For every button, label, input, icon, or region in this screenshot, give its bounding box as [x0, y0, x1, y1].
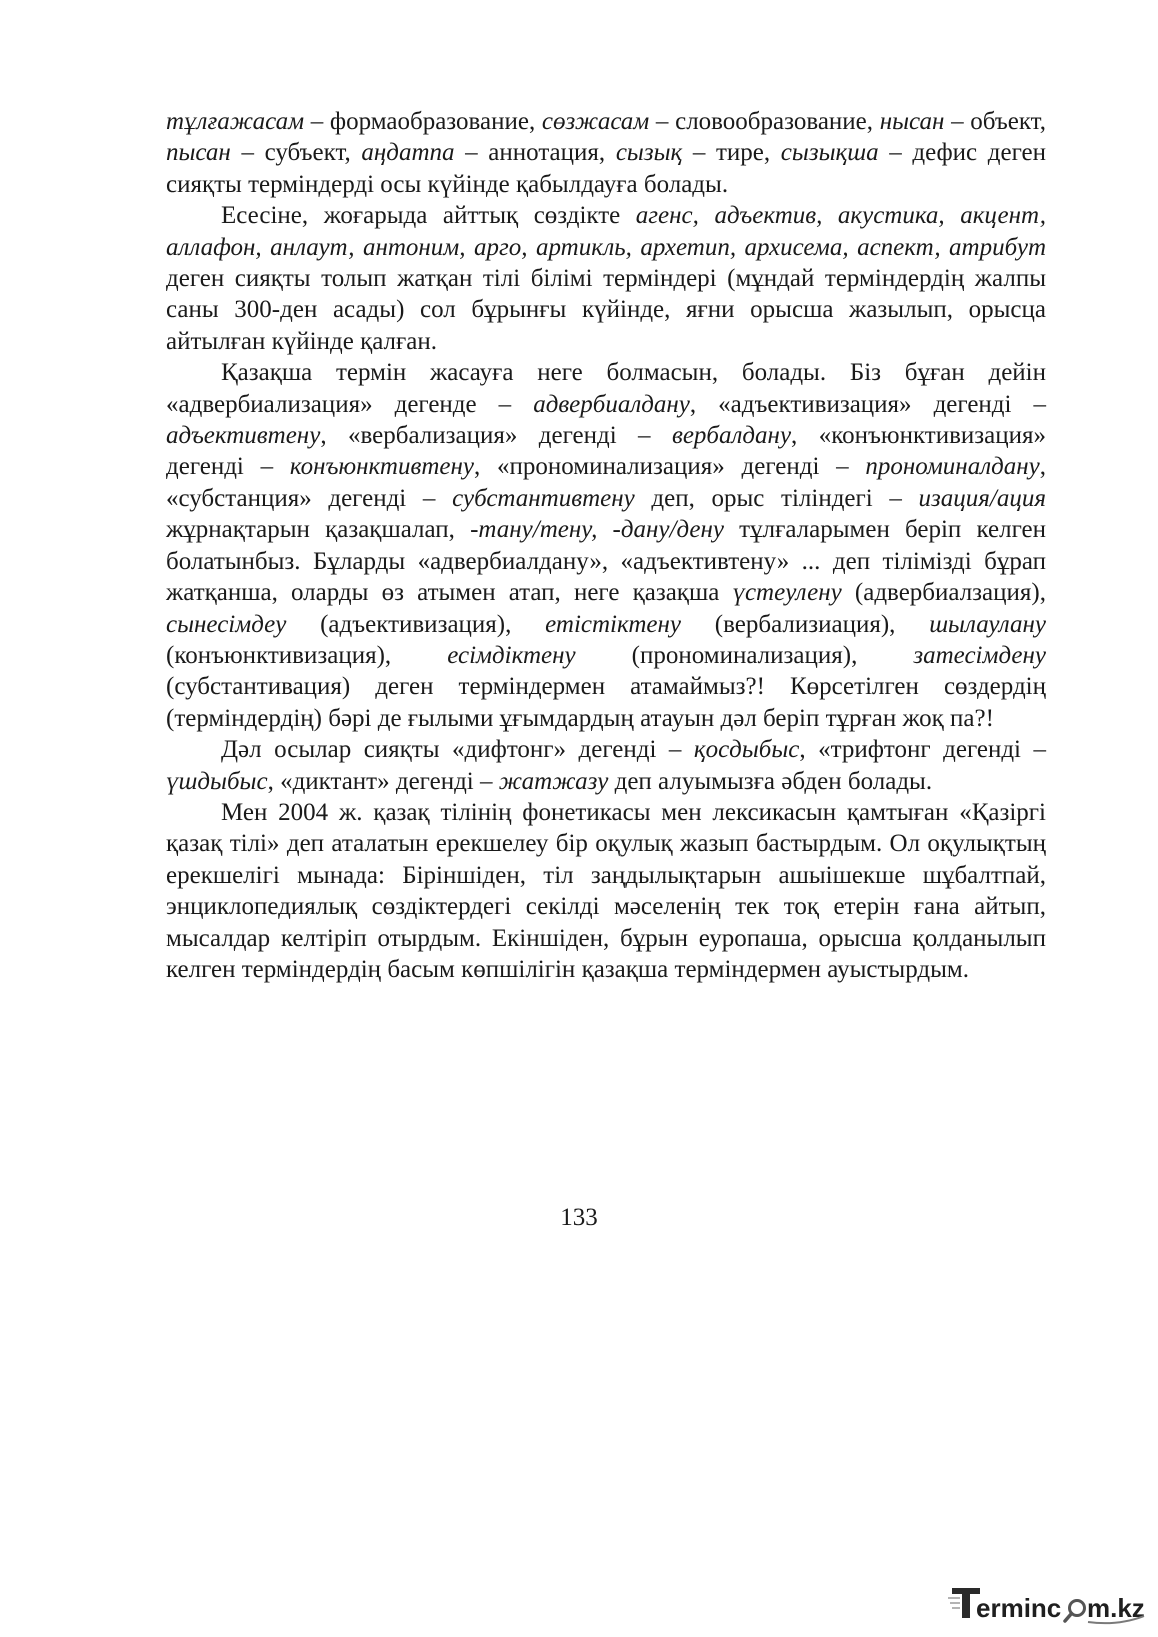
text-run: – тире,	[682, 139, 781, 167]
text-run: деп, орыс тіліндегі –	[634, 484, 919, 512]
text-run: , «прономинализация» дегенді –	[473, 453, 866, 481]
page-number: 133	[560, 1204, 598, 1231]
italic-term: тұлғажасам	[166, 108, 305, 135]
italic-term: етістіктену	[545, 610, 682, 638]
text-run: жұрнақтарын қазақшалап,	[166, 516, 471, 544]
italic-term: вербалдану	[671, 422, 792, 450]
text-run: Есесіне, жоғарыда айттық сөздікте	[221, 202, 636, 230]
text-run: (прономинализация),	[575, 641, 914, 669]
italic-term: изация/ация	[918, 484, 1046, 512]
text-run: (адвербиалзация),	[841, 579, 1046, 607]
watermark-text-mid: erminc	[976, 1593, 1062, 1623]
text-run: – формаобразование,	[304, 108, 542, 135]
text-run: Дәл осылар сияқты «дифтонг» дегенді –	[221, 736, 694, 764]
text-run: Мен 2004 ж. қазақ тілінің фонетикасы мен лексикасын қамтыған «Қазіргі қазақ тілі» деп аталатын ерекшелеу бір оқулық жазып бастырдым. Ол оқулықтың ерекшелігі мынада: Біріншіден, тіл заңдылықтарын ашыішекше шұбалтпай, энциклопедиялық сөздіктердегі секілді мәселенің тек тоқ етерін ғана айтып, мысалдар келтіріп отырдым. Екіншіден, бұрын еуропаша, орысша қолданылып келген терміндердің басым көпшілігін қазақша терміндермен ауыстырдым.	[166, 798, 1046, 983]
text-run: деген сияқты толып жатқан тілі білімі терміндері (мұндай терміндердің жалпы саны 300-ден асады) сол бұрынғы күйінде, яғни орысша жазылып, орысца айтылған күйінде қалған.	[166, 265, 1046, 355]
italic-term: адъективтену	[166, 422, 321, 450]
italic-term: пысан	[166, 139, 231, 167]
italic-term: аңдатпа	[361, 139, 455, 167]
text-run: – объект,	[944, 108, 1046, 135]
text-run: , «диктант» дегенді –	[267, 767, 499, 795]
italic-term: прономиналдану	[865, 453, 1040, 481]
italic-term: үстеулену	[732, 579, 842, 607]
italic-term: субстантивтену	[452, 484, 635, 512]
italic-term: үшдыбыс	[166, 767, 268, 795]
text-run: , «субстанция» дегенді –	[166, 453, 1047, 512]
text-run: (субстантивация) деген терміндермен атамаймыз?! Көрсетілген сөздердің (терміндердің) бәрі де ғылыми ұғымдардың атауын дәл беріп тұрған жоқ па?!	[166, 673, 1046, 732]
text-run: деп алуымызға әбден болады.	[608, 767, 933, 795]
italic-term: сөзжасам	[541, 108, 650, 135]
italic-term: агенс, адъектив, акустика, акцент, аллафон, анлаут, антоним, арго, артикль, архетип, архисема, аспект, атрибут	[166, 202, 1046, 261]
text-run: – аннотация,	[454, 139, 616, 167]
paragraph	[166, 797, 1046, 985]
italic-term: сызықша	[780, 139, 879, 167]
italic-term: қосдыбыс	[693, 736, 800, 764]
paragraph	[166, 200, 1046, 357]
italic-term: сызық	[615, 139, 683, 167]
italic-term: конъюнктивтену	[289, 453, 474, 481]
termincom-watermark-logo	[948, 1582, 1148, 1626]
text-run: (вербализиация),	[681, 610, 930, 638]
italic-term: нысан	[879, 108, 945, 135]
text-run: (адъективизация),	[286, 610, 546, 638]
text-run: , «адъективизация» дегенді –	[689, 390, 1046, 418]
italic-term: есімдіктену	[447, 641, 576, 669]
paragraph	[166, 106, 1046, 200]
watermark-logo-graphic	[948, 1582, 1148, 1626]
italic-term: шылаулану	[929, 610, 1046, 638]
paragraph	[166, 357, 1046, 734]
text-run: – субъект,	[230, 139, 362, 167]
text-run: тұлғаларымен беріп келген болатынбыз. Бұларды «адвербиалдану», «адъективтену» ... деп тілімізді бұрап жатқанша, оларды өз атымен атап, неге қазақша	[166, 516, 1046, 607]
text-run: Қазақша термін жасауға неге болмасын, болады. Біз бұған дейін «адвербиализация» дегенде –	[166, 359, 1046, 418]
italic-term: жатжазу	[498, 767, 609, 795]
paragraph	[166, 734, 1046, 797]
watermark-text-right: m.kz	[1087, 1593, 1145, 1623]
italic-term: сынесімдеу	[166, 610, 287, 638]
italic-term: -тану/тену, -дану/дену	[470, 516, 724, 544]
italic-term: затесімдену	[913, 641, 1046, 669]
magnifier-icon	[1065, 1601, 1085, 1622]
text-run: , «трифтонг дегенді –	[799, 736, 1046, 764]
body-text	[166, 106, 1046, 985]
text-run: , «конъюнктивизация» дегенді –	[166, 422, 1046, 481]
text-run: – словообразование,	[649, 108, 880, 135]
text-run: , «вербализация» дегенді –	[320, 422, 672, 450]
italic-term: адвербиалдану	[533, 390, 690, 418]
text-run: (конъюнктивизация),	[166, 641, 448, 669]
text-run: – дефис деген сияқты терміндерді осы күйінде қабылдауға болады.	[166, 139, 1047, 198]
